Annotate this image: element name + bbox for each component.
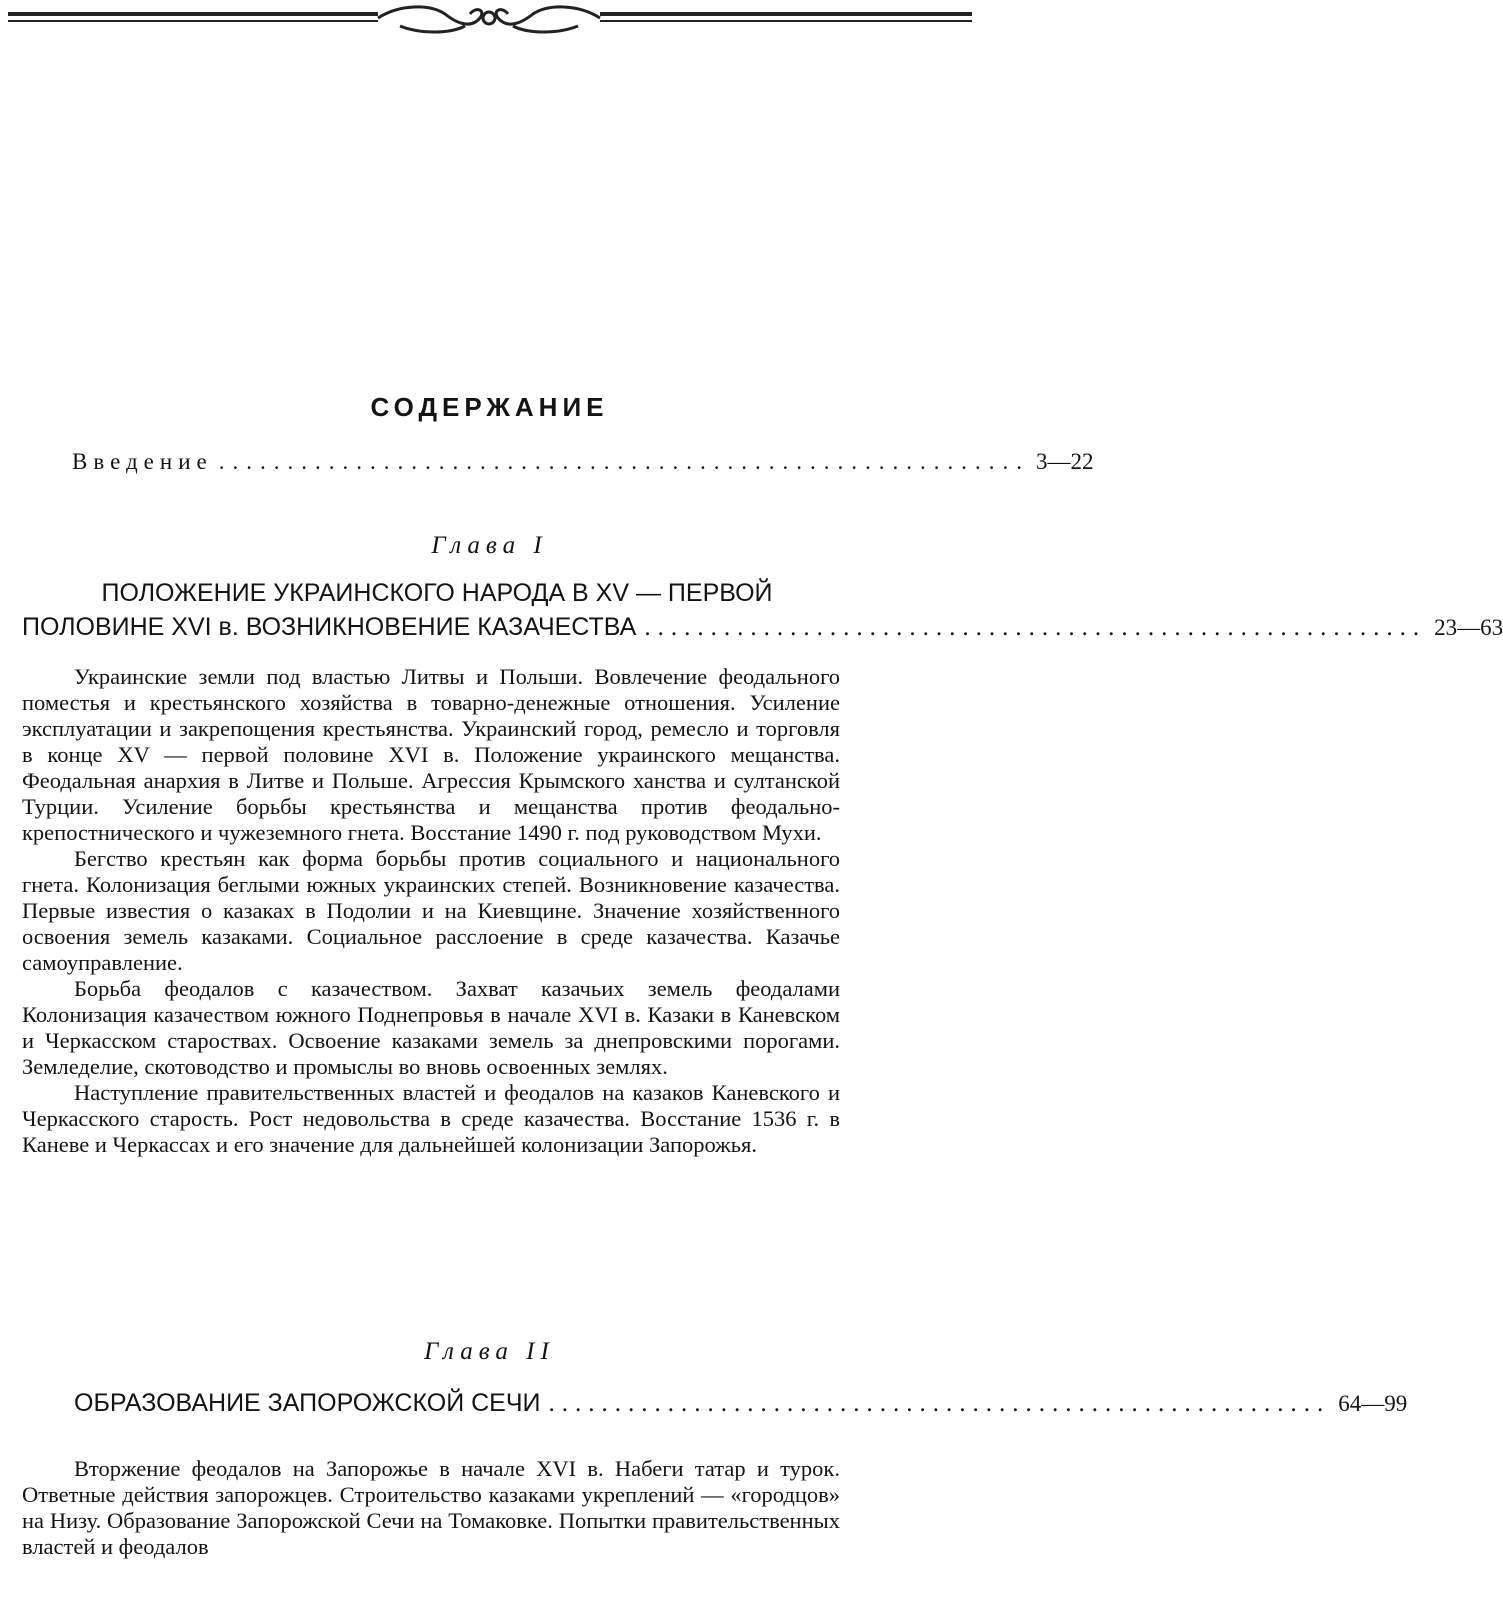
- chapter-2-title-line1: ОБРАЗОВАНИЕ ЗАПОРОЖСКОЙ СЕЧИ: [74, 1389, 541, 1417]
- dot-leader: ...........................................................: [644, 614, 1427, 641]
- intro-label: Введение: [72, 449, 213, 474]
- chapter-1-pages: 23—63: [1434, 615, 1503, 640]
- chapter-1-title[interactable]: [22, 576, 1503, 645]
- dot-leader: ...........................................................: [218, 449, 1030, 474]
- chapter-1-paragraph: Бегство крестьян как форма борьбы против социального и национального гнета. Колонизация беглыми южных украинских степей. Возникновение казачества. Первые известия о казаках в Подолии и на Киевщине. Значение хозяйственного освоения земель казаками. Социальное расслоение в среде казачества. Казачье самоуправление.: [22, 846, 840, 975]
- dot-leader: ...........................................................: [548, 1390, 1331, 1417]
- chapter-2-paragraph: Вторжение феодалов на Запорожье в начале XVI в. Набеги татар и турок. Ответные действия запорожцев. Строительство казаками укреплений — «городцов» на Низу. Образование Запорожской Сечи на Томаковке. Попытки правительственных властей и феодалов: [22, 1456, 840, 1559]
- chapter-1-paragraph: Наступление правительственных властей и феодалов на казаков Каневского и Черкасского старость. Рост недовольства в среде казачества. Восстание 1536 г. в Каневе и Черкассах и его значение для дальнейшей колонизации Запорожья.: [22, 1080, 840, 1157]
- chapter-1-paragraph: Борьба феодалов с казачеством. Захват казачьих земель феодалами Колонизация казачеством южного Поднепровья в начале XVI в. Казаки в Каневском и Черкасском староствах. Освоение казаками земель за днепровскими порогами. Земледелие, скотоводство и промыслы во вновь освоенных землях.: [22, 976, 840, 1079]
- chapter-1-summary: [22, 664, 840, 1158]
- chapter-1-title-line2: ПОЛОВИНЕ XVI в. ВОЗНИКНОВЕНИЕ КАЗАЧЕСТВА: [22, 613, 637, 641]
- chapter-2-label: Глава II: [424, 1338, 555, 1365]
- chapter-1-label: Глава I: [431, 532, 548, 559]
- chapter-2-pages: 64—99: [1338, 1391, 1408, 1416]
- chapter-1-paragraph: Украинские земли под властью Литвы и Польши. Вовлечение феодального поместья и крестьянского хозяйства в товарно-денежные отношения. Усиление эксплуатации и закрепощения крестьянства. Украинский город, ремесло и торговля в конце XV — первой половине XVI в. Положение украинского мещанства. Феодальная анархия в Литве и Польше. Агрессия Крымского ханства и султанской Турции. Усиление борьбы крестьянства и мещанства против феодально-крепостнического и чужеземного гнета. Восстание 1490 г. под руководством Мухи.: [22, 664, 840, 845]
- header-ornament: [0, 0, 979, 46]
- toc-entry-intro[interactable]: [72, 449, 1094, 475]
- chapter-2-summary: [22, 1456, 840, 1560]
- chapter-2-title[interactable]: [74, 1386, 1408, 1421]
- chapter-1-title-line1: ПОЛОЖЕНИЕ УКРАИНСКОГО НАРОДА В XV — ПЕРВОЙ: [101, 579, 773, 607]
- intro-pages: 3—22: [1035, 449, 1094, 474]
- toc-heading: СОДЕРЖАНИЕ: [370, 392, 609, 422]
